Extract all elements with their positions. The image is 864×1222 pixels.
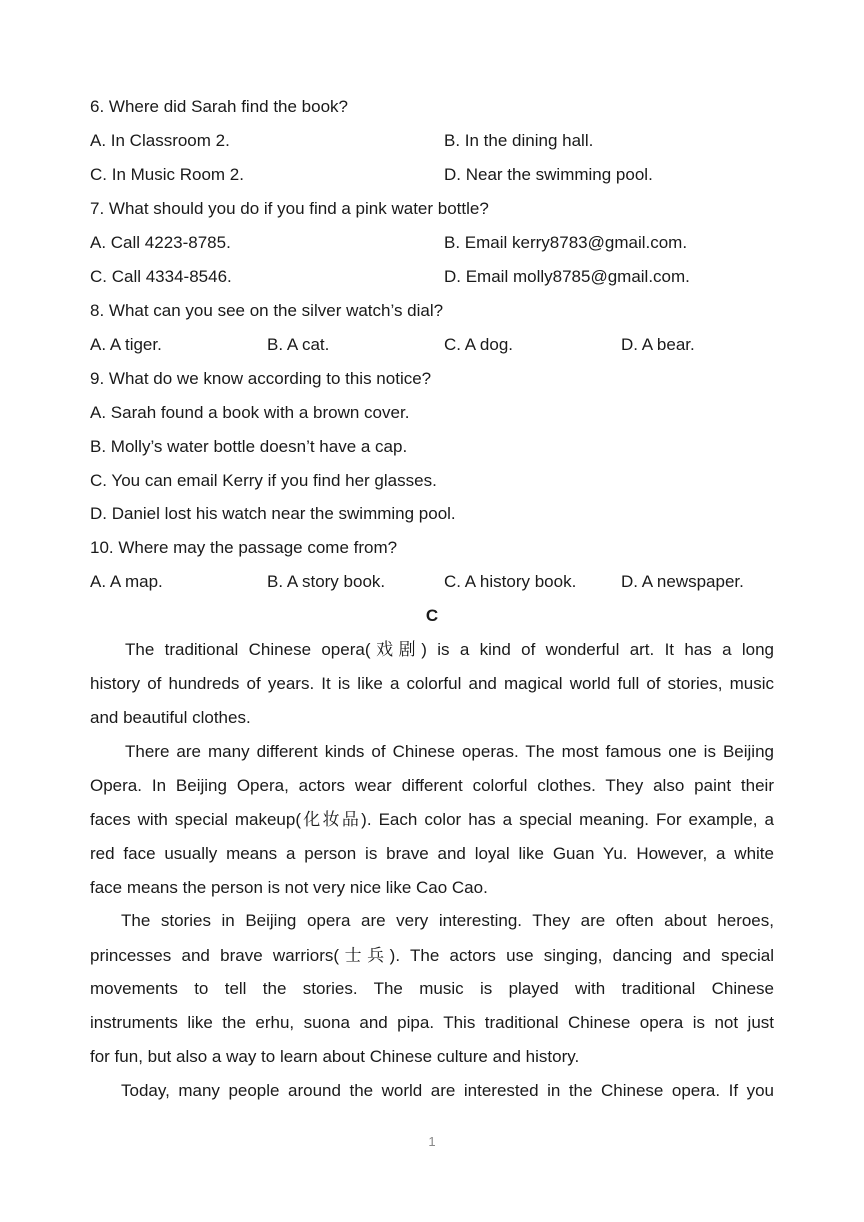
passage-line: Today, many people around the world are interested in the Chinese opera. If you [121,1081,774,1100]
option-a: A. A tiger. [90,335,162,354]
option-b: B. Molly’s water bottle doesn’t have a cap. [90,437,408,456]
option-b: B. Email kerry8783@gmail.com. [444,233,688,252]
question-7-options-row-1 [90,226,774,260]
option-d: D. Email molly8785@gmail.com. [444,267,690,286]
option-c: C. Call 4334-8546. [90,267,232,286]
option-d: D. A newspaper. [621,572,744,591]
passage-line: There are many different kinds of Chinese operas. The most famous one is Beijing [125,742,774,761]
question-7-stem: 7. What should you do if you find a pink water bottle? [90,199,489,218]
option-c: C. In Music Room 2. [90,165,244,184]
passage-line: face means the person is not very nice like Cao Cao. [90,878,488,897]
option-b: B. A cat. [267,335,330,354]
option-a: A. Call 4223-8785. [90,233,231,252]
section-heading: C [425,606,439,625]
option-b: B. A story book. [267,572,386,591]
option-c: C. A history book. [444,572,577,591]
option-d: D. Daniel lost his watch near the swimming pool. [90,504,456,523]
question-9-stem: 9. What do we know according to this notice? [90,369,432,388]
question-6-options-row-2 [90,158,774,192]
passage-line: Opera. In Beijing Opera, actors wear different colorful clothes. They also paint their [90,776,774,795]
passage-line: The traditional Chinese opera(戏剧) is a kind of wonderful art. It has a long [125,640,774,659]
option-a: A. Sarah found a book with a brown cover. [90,403,410,422]
passage-line: and beautiful clothes. [90,708,251,727]
option-a: A. In Classroom 2. [90,131,230,150]
passage-line: faces with special makeup(化妆品). Each color has a special meaning. For example, a [90,810,774,829]
page-number: 1 [428,1134,436,1149]
passage-line: history of hundreds of years. It is like a colorful and magical world full of stories, music [90,674,774,693]
option-a: A. A map. [90,572,163,591]
question-8-options-row [90,328,774,362]
option-d: D. Near the swimming pool. [444,165,653,184]
option-d: D. A bear. [621,335,695,354]
question-10-stem: 10. Where may the passage come from? [90,538,398,557]
question-6-options-row-1 [90,124,774,158]
question-6-stem: 6. Where did Sarah find the book? [90,97,348,116]
option-b: B. In the dining hall. [444,131,594,150]
passage-line: for fun, but also a way to learn about Chinese culture and history. [90,1047,580,1066]
option-c: C. A dog. [444,335,513,354]
passage-line: The stories in Beijing opera are very interesting. They are often about heroes, [121,911,774,930]
question-8-stem: 8. What can you see on the silver watch’s dial? [90,301,444,320]
passage-line: movements to tell the stories. The music is played with traditional Chinese [90,979,774,998]
passage-line: instruments like the erhu, suona and pipa. This traditional Chinese opera is not just [90,1013,774,1032]
option-c: C. You can email Kerry if you find her glasses. [90,471,437,490]
question-10-options-row [90,565,774,599]
passage-line: red face usually means a person is brave and loyal like Guan Yu. However, a white [90,844,774,863]
passage-line: princesses and brave warriors(士兵). The actors use singing, dancing and special [90,946,774,965]
question-7-options-row-2 [90,260,774,294]
